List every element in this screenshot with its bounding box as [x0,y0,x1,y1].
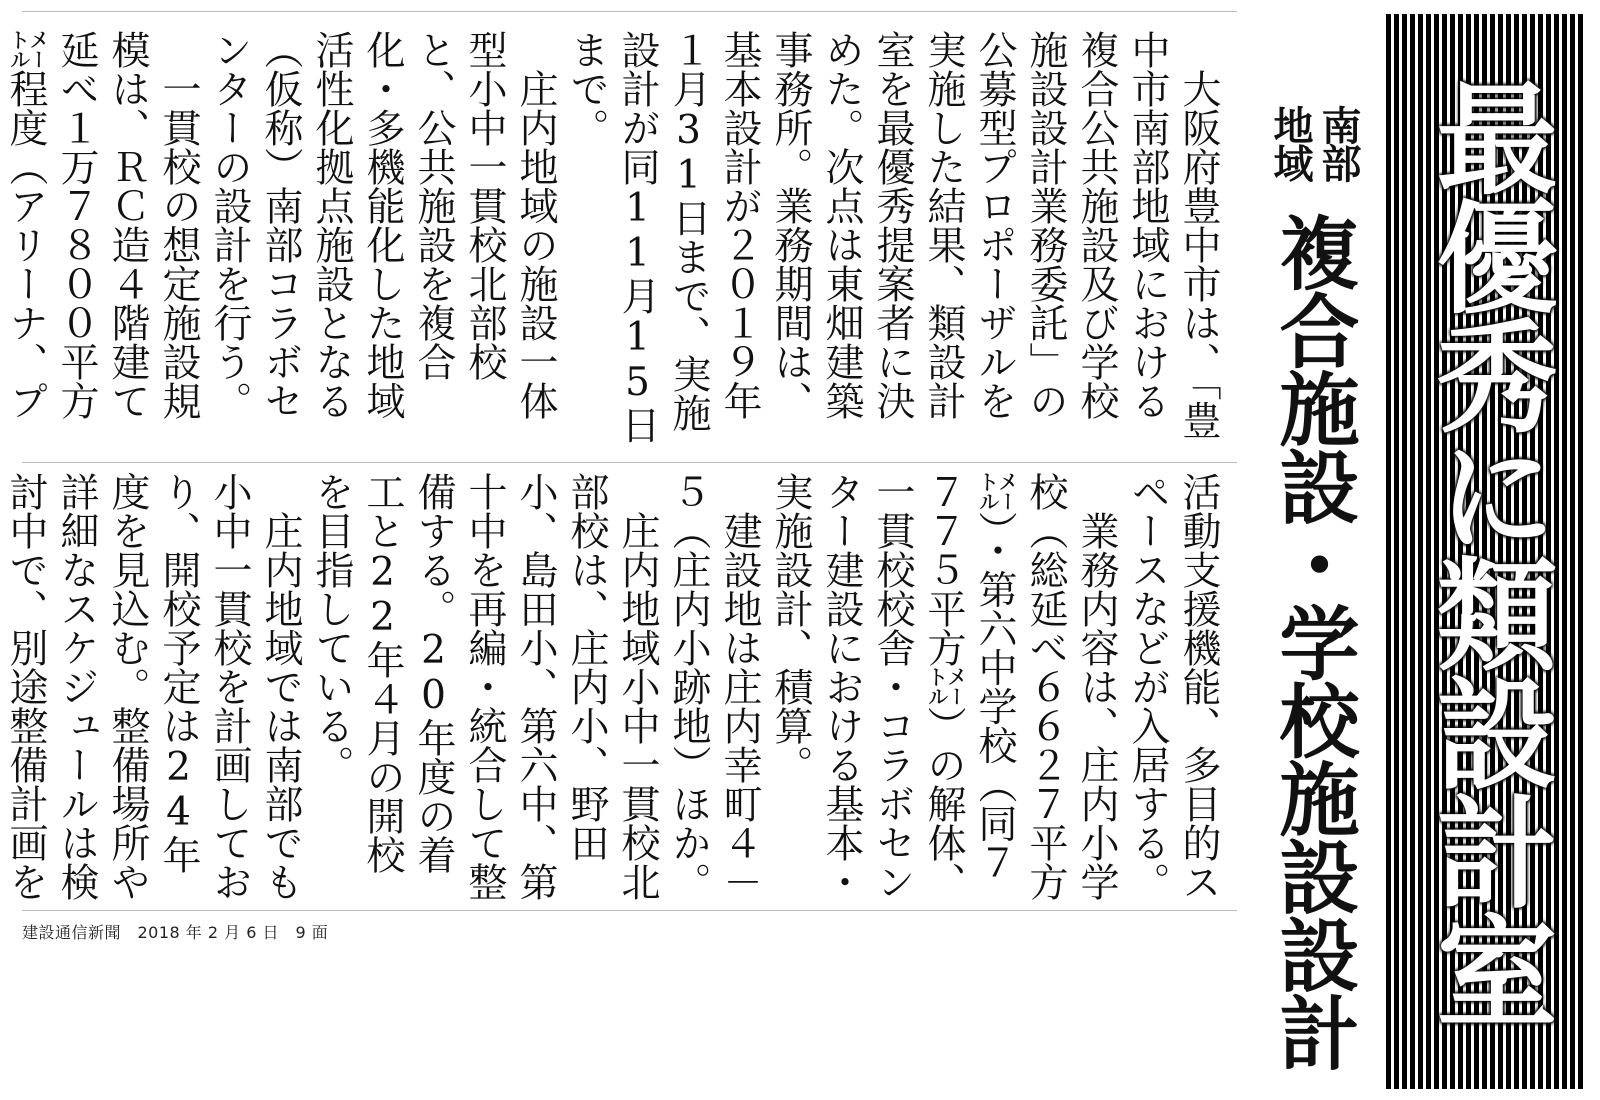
headline-banner [1386,14,1586,1089]
paragraph: 庄内地域では南部でも小中一貫校を計画しており、開校予定は24年度を見込む。整備場所や詳細なスケジュールは検討中で、別途整備計画を [3,472,303,901]
top-rule [22,11,1237,12]
paragraph: 業務内容は、庄内小学校（総延べ６６２７平方㍍）・第六中学校（同７７７５平方㍍）の解体、一貫校校舎・コラボセンター建設における基本・実施設計、積算。 [768,472,1119,901]
bottom-rule [22,910,1237,911]
paragraph: 大阪府豊中市は、「豊中市南部地域における複合公共施設及び学校施設設計業務委託」の公募型プロポーザルを実施した結果、類設計室を最優秀提案者に決めた。次点は東畑建築事務所。業務期間は、基本設計が２０１９年１月31日まで、実施設計が同11月15日まで。 [564,30,1221,444]
article-body-upper [3,30,1224,450]
area-tag: 南部 地域 [1267,105,1361,181]
article-body-lower [3,472,1224,902]
middle-rule [22,462,1237,463]
paragraph: 建設地は庄内幸町４－５（庄内小跡地）ほか。 [666,472,762,901]
source-credit: 建設通信新聞 2018 年 2 月 6 日 9 面 [22,923,329,942]
main-headline: 最優秀に類設計室 [1416,76,1557,1028]
paragraph: 庄内地域の施設一体型小中一貫校北部校と、公共施設を複合化・多機能化した地域活性化拠点施設となる（仮称）南部コラボセンターの設計を行う。 [207,30,558,420]
sub-headline: 複合施設・学校施設設計 [1266,212,1359,1070]
paragraph: 庄内地域小中一貫校北部校は、庄内小、野田小、島田小、第六中、第十中を再編・統合して整備する。20年度の着工と22年４月の開校を目指している。 [309,472,660,901]
paragraph: 活動支援機能、多目的スペースなどが入居する。 [1125,472,1221,901]
paragraph: 一貫校の想定施設規模は、ＲＣ造４階建て延べ１万７８００平方㍍程度（アリーナ、プ [3,30,201,420]
